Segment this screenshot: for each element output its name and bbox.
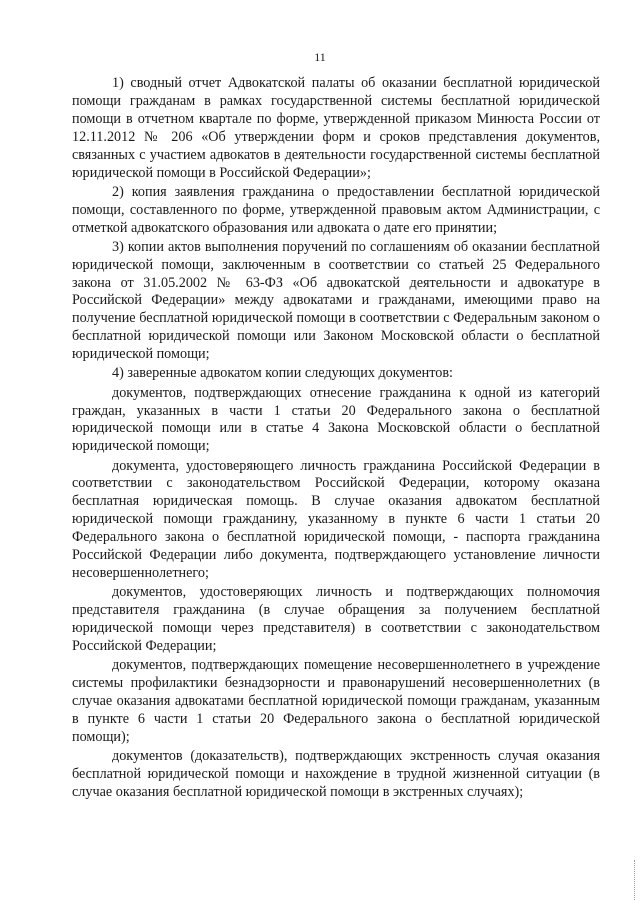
scan-edge-mark <box>634 860 637 900</box>
paragraph-summary-report: 1) сводный отчет Адвокатской палаты об оказании бесплатной юридической помощи гражданам в рамках государственной системы бесплатной юридической помощи в отчетном квартале по форме, утвержденной приказом Минюста России от 12.11.2012 № 206 «Об утверждении форм и сроков представления документов, связанных с участием адвокатов в деятельности государственной системы бесплатной юридической помощи в Российской Федерации»; <box>72 75 600 181</box>
page-number: 11 <box>314 50 326 64</box>
paragraph-representative-documents: документов, удостоверяющих личность и подтверждающих полномочия представителя гражданина (в случае обращения за получением бесплатной юридической помощи через представителя) в соответствии с законодательством Российской Федерации; <box>72 584 600 654</box>
paragraph-urgency-documents: документов (доказательств), подтверждающих экстренность случая оказания бесплатной юридической помощи и нахождение в трудной жизненной ситуации (в случае оказания бесплатной юридической помощи в экстренных случаях); <box>72 747 600 800</box>
paragraph-application-copy: 2) копия заявления гражданина о предоставлении бесплатной юридической помощи, составленного по форме, утвержденной правовым актом Администрации, с отметкой адвокатского образования или адвоката о дате его принятии; <box>72 183 600 236</box>
paragraph-identity-document: документа, удостоверяющего личность гражданина Российской Федерации в соответствии с законодательством Российской Федерации, которому оказана бесплатная юридическая помощь. В случае оказания адвокатом бесплатной юридической помощи гражданину, указанному в пункте 6 части 1 статьи 20 Федерального закона о бесплатной юридической помощи, - паспорта гражданина Российской Федерации либо документа, подтверждающего установление личности несовершеннолетнего; <box>72 457 600 581</box>
paragraph-category-documents: документов, подтверждающих отнесение гражданина к одной из категорий граждан, указанных в части 1 статьи 20 Федерального закона о бесплатной юридической помощи или в статье 4 Закона Московской области о бесплатной юридической помощи; <box>72 384 600 455</box>
paragraph-minor-placement-documents: документов, подтверждающих помещение несовершеннолетнего в учреждение системы профилактики безнадзорности и правонарушений несовершеннолетних (в случае оказания адвокатами бесплатной юридической помощи гражданам, указанным в пункте 6 части 1 статьи 20 Федерального закона о бесплатной юридической помощи); <box>72 657 600 745</box>
paragraph-acts-copies: 3) копии актов выполнения поручений по соглашениям об оказании бесплатной юридической помощи, заключенным в соответствии со статьей 25 Федерального закона от 31.05.2002 № 63-ФЗ «Об адвокатской деятельности и адвокатуре в Российской Федерации» между адвокатами и гражданами, имеющими право на получение бесплатной юридической помощи в соответствии с Федеральным законом о бесплатной юридической помощи или Законом Московской области о бесплатной юридической помощи; <box>72 238 600 363</box>
paragraph-certified-copies: 4) заверенные адвокатом копии следующих документов: <box>112 365 453 382</box>
document-body <box>72 75 600 803</box>
